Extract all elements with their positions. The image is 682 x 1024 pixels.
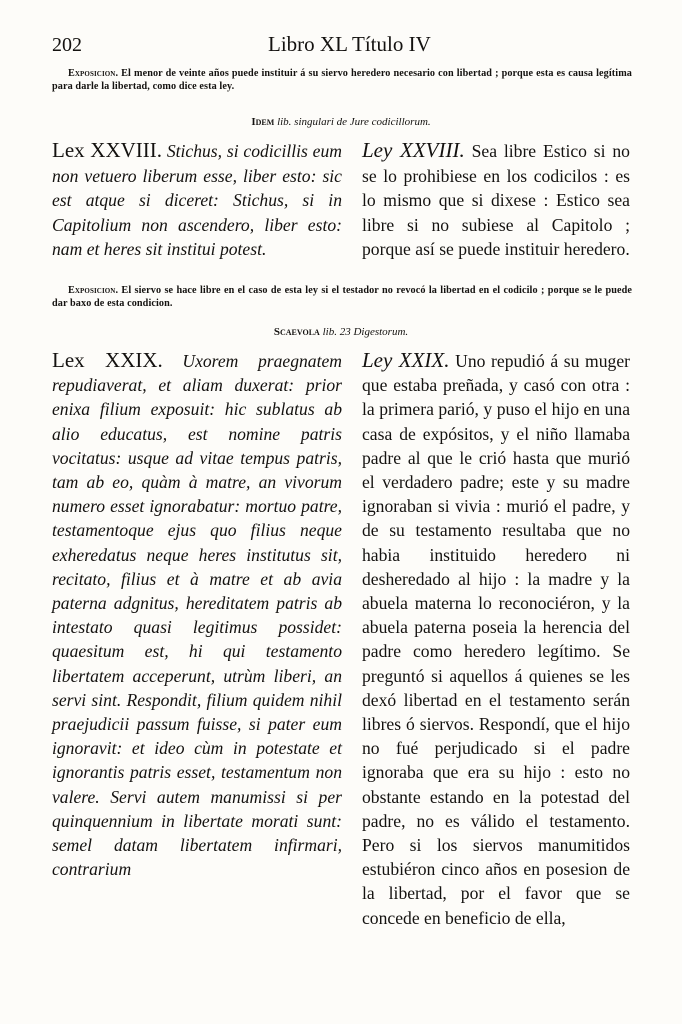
page-number: 202 bbox=[52, 34, 82, 56]
spanish-column-law-28 bbox=[362, 138, 630, 262]
latin-law-text: Stichus, si codicillis eum non vetuero liberum esse, liber esto: sic est atque si diceret: Stichus, si in Capitolium non ascendero, liber esto: nam et heres sit institui potest. bbox=[52, 141, 342, 260]
exposicion-lead: Exposicion. bbox=[68, 68, 119, 79]
page-header bbox=[52, 30, 632, 58]
source-citation bbox=[0, 116, 682, 128]
source-author: Idem bbox=[251, 116, 275, 128]
source-work: lib. 23 Digestorum. bbox=[319, 326, 409, 338]
latin-column-law-29 bbox=[52, 348, 342, 881]
spanish-column-law-29 bbox=[362, 348, 630, 930]
exposicion-paragraph bbox=[52, 284, 632, 310]
exposicion-text: El siervo se hace libre en el caso de esta ley si el testador no revocó la libertad en el codicilo ; porque se le puede dar baxo de esta condicion. bbox=[52, 285, 632, 309]
latin-law-label: Lex XXVIII. bbox=[52, 138, 163, 162]
running-title: Libro XL Título IV bbox=[268, 32, 431, 56]
latin-law-label: Lex XXIX. bbox=[52, 348, 163, 372]
exposicion-lead: Exposicion. bbox=[68, 285, 119, 296]
latin-column-law-28 bbox=[52, 138, 342, 262]
exposicion-text: El menor de veinte años puede instituir á su siervo heredero necesario con libertad ; porque esta es causa legítima para darle la libertad, como dice esta ley. bbox=[52, 68, 632, 92]
latin-law-text: Uxorem praegnatem repudiaverat, et aliam duxerat: prior enixa filium exposuit: hic sublatus ab alio educatus, est nomine patris vocitatus: usque ad vitae tempus patris, tam ab eo, quàm à matre, an vivorum numero esset ignorabatur: mortuo patre, testamentoque ejus quo filius neque exheredatus neque heres institutus sit, recitato, filius et à matre et ab avia paterna adgnitus, hereditatem patris ab intestato quasi legitimus possidet: quaesitum est, hi qui testamento libertatem acceperunt, utrùm liberi, an servi sint. Respondit, filium quidem nihil praejudicii passum fuisse, si pater eum ignoravit: et ideo cùm in potestate et ignorantis patris esset, testamentum non valere. Servi autem manumissi si per quinquennium in libertate morati sunt: semel datam libertatem infirmari, contrarium bbox=[52, 351, 342, 880]
source-author: Scaevola bbox=[273, 326, 320, 338]
source-work: lib. singulari de Jure codicillorum. bbox=[274, 116, 431, 128]
source-citation bbox=[0, 326, 682, 338]
spanish-law-label: Ley XXVIII. bbox=[362, 138, 465, 162]
spanish-law-text: Sea libre Estico si no se lo prohibiese en los codicilos : es lo mismo que si dixese : Estico sea libre si no subiese al Capitolo ; porque así se puede instituir heredero. bbox=[362, 141, 630, 260]
exposicion-paragraph bbox=[52, 67, 632, 93]
spanish-law-text: Uno repudió á su muger que estaba preñada, y casó con otra : la primera parió, y puso el hijo en una casa de expósitos, y el niño llamaba padre al que le crió hasta que murió el verdadero padre; este y su madre ignoraban si vivia : murió el padre, y de su testamento resultaba que no habia instituido heredero ni desheredado al hijo : la madre y la abuela materna lo reconociéron, y la abuela paterna poseia la herencia del padre como heredero legítimo. Se preguntó si aquellos á quienes se les dexó libertad en el testamento serán libres ó siervos. Respondí, que el hijo no fué perjudicado si el padre ignoraba que era su hijo : esto no obstante estando en la potestad del padre, no es válido el testamento. Pero si los siervos manumitidos estubiéron cinco años en posesion de la libertad, por el favor que se concede en beneficio de ella, bbox=[362, 351, 631, 928]
spanish-law-label: Ley XXIX. bbox=[362, 348, 450, 372]
